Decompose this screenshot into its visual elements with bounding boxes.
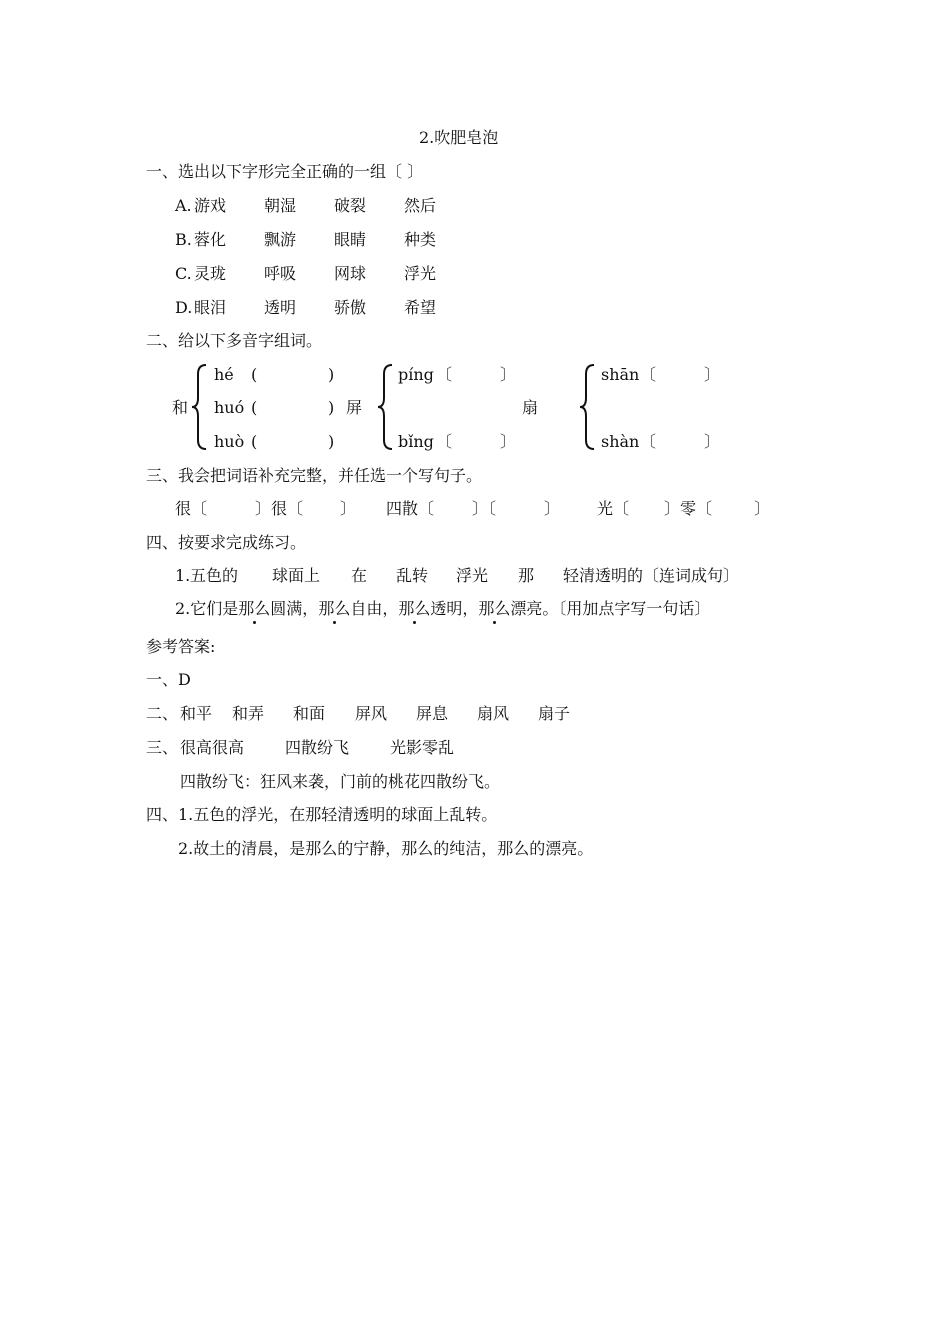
sentence-fragment: 漂亮。〔用加点字写一句话〕 [510,599,711,618]
option-letter: B. [175,230,192,249]
blank-close: 〕 [500,365,517,384]
answer-2-prefix: 二、 [146,704,179,723]
fill-blank: 光〔 [597,499,630,518]
option-word: 然后 [404,196,437,215]
blank-open: 〔 [640,365,657,384]
fill-blank: 〕零〔 [664,499,713,518]
answer-3-prefix: 三、 [146,738,179,757]
pinyin-he: hé [214,365,234,384]
answer-word: 和平 [180,704,213,723]
fill-blank: 〕很〔 [255,499,304,518]
option-word: 游戏 [194,196,227,215]
blank-open: ( [251,432,258,451]
answer-word: 扇风 [477,704,510,723]
blank-open: 〔 [436,365,453,384]
blank-close: ) [328,398,335,417]
left-brace-icon [376,362,396,452]
word-card: 在 [351,566,368,585]
q4-item2 [175,599,710,619]
fill-blank: 〕〔 [472,499,497,518]
option-letter: C. [175,264,192,283]
answer-word: 屏风 [355,704,388,723]
answer-word: 光影零乱 [390,738,455,757]
word-card: 那 [518,566,535,585]
answer-word: 和弄 [232,704,265,723]
blank-open: 〔 [640,432,657,451]
emphasis-dotted-word: 那么 [318,599,351,618]
option-word: 破裂 [334,196,367,215]
option-word: 灵珑 [194,264,227,283]
fill-blank: 〕 [754,499,771,518]
blank-close: 〕 [500,432,517,451]
option-letter: A. [175,196,192,215]
emphasis-dotted-word: 那么 [238,599,271,618]
answer-4-1: 四、1.五色的浮光，在那轻清透明的球面上乱转。 [146,805,498,824]
pinyin-bing: bǐng [398,432,434,451]
pinyin-huo4: huò [214,432,245,451]
answer-4-2: 2.故土的清晨，是那么的宁静，那么的纯洁，那么的漂亮。 [178,839,594,858]
emphasis-dotted-word: 那么 [478,599,511,618]
answer-word: 屏息 [416,704,449,723]
word-card: 浮光 [456,566,489,585]
option-word: 透明 [264,298,297,317]
blank-close: ) [328,365,335,384]
option-word: 浮光 [404,264,437,283]
answer-word: 和面 [293,704,326,723]
q4-item1-number: 1. [175,566,191,585]
q4-item2-prefix: 2.它们是 [175,599,239,618]
option-letter: D. [175,298,193,317]
option-word: 呼吸 [264,264,297,283]
word-card: 轻清透明的〔连词成句〕 [563,566,740,585]
option-word: 眼睛 [334,230,367,249]
page-title: 2.吹肥皂泡 [419,128,499,147]
sentence-fragment: 透明， [430,599,479,618]
q3-heading: 三、我会把词语补充完整，并任选一个写句子。 [146,466,483,485]
answer-word: 四散纷飞 [285,738,350,757]
fill-blank: 〕 [340,499,357,518]
blank-close: 〕 [704,432,721,451]
option-word: 骄傲 [334,298,367,317]
emphasis-dotted-word: 那么 [398,599,431,618]
answer-word: 很高很高 [180,738,245,757]
option-word: 种类 [404,230,437,249]
q1-heading: 一、选出以下字形完全正确的一组〔 〕 [146,162,424,181]
option-word: 眼泪 [194,298,227,317]
option-word: 朝湿 [264,196,297,215]
blank-open: ( [251,398,258,417]
sentence-fragment: 圆满， [270,599,319,618]
fill-blank: 很〔 [175,499,208,518]
option-word: 飘游 [264,230,297,249]
answers-heading: 参考答案: [146,637,216,656]
polyphone-shan: 扇 [522,398,539,417]
blank-open: 〔 [436,432,453,451]
left-brace-icon [578,362,598,452]
blank-close: ) [328,432,335,451]
word-card: 乱转 [396,566,429,585]
pinyin-huo2: huó [214,398,245,417]
option-word: 网球 [334,264,367,283]
blank-close: 〕 [704,365,721,384]
fill-blank: 四散〔 [386,499,435,518]
pinyin-shan1: shān [601,365,640,384]
answer-1: 一、D [146,670,191,689]
pinyin-shan4: shàn [601,432,640,451]
sentence-fragment: 自由， [350,599,399,618]
word-card: 球面上 [272,566,321,585]
left-brace-icon [190,362,210,452]
polyphone-he: 和 [172,398,189,417]
word-card: 五色的 [190,566,239,585]
answer-word: 扇子 [538,704,571,723]
blank-open: ( [251,365,258,384]
q4-heading: 四、按要求完成练习。 [146,533,307,552]
polyphone-ping: 屏 [346,398,363,417]
option-word: 蓉化 [194,230,227,249]
option-word: 希望 [404,298,437,317]
answer-3-sentence: 四散纷飞：狂风来袭，门前的桃花四散纷飞。 [180,772,501,791]
fill-blank: 〕 [544,499,561,518]
pinyin-ping: píng [398,365,434,384]
q2-heading: 二、给以下多音字组词。 [146,331,323,350]
